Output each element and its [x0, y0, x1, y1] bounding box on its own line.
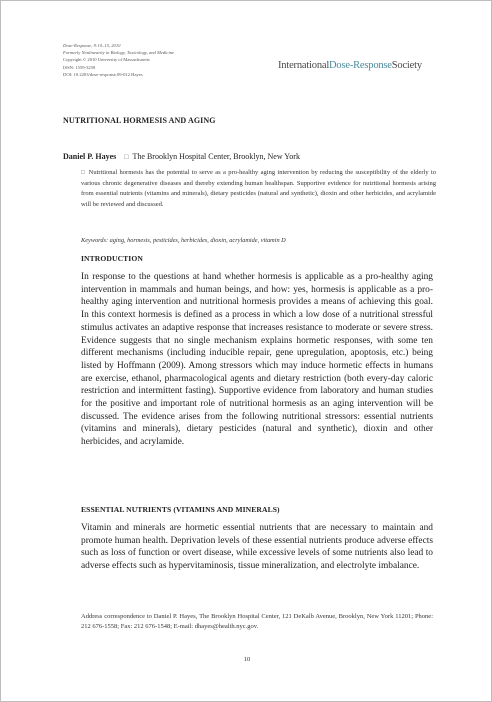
page-number: 10 [243, 656, 251, 663]
keywords: Keywords: aging, hormesis, pesticides, herbicides, dioxin, acrylamide, vitamin D [81, 237, 286, 244]
author-line [63, 152, 300, 161]
abstract [81, 168, 436, 210]
logo-text-international: International [278, 60, 330, 71]
logo-text-society: Society [391, 60, 422, 71]
abstract-text: Nutritional hormesis has the potential to serve as a pro-healthy aging intervention by reducing the susceptibility of the elderly to various chronic degenerative diseases and thereby extending human healthspan. Supportive evidence for nutritional hormesis arising from essential nutrients (vitamins and minerals), dietary pesticides (natural and synthetic), dioxin and other herbicides, and acrylamide will be reviewed and discussed. [81, 169, 436, 208]
correspondence-footnote: Address correspondence to Daniel P. Hayes, The Brooklyn Hospital Center, 121 DeKalb Avenue, Brooklyn, New York 11201; Phone: 212 676-1558; Fax: 212 676-1548; E-mail: dhayes@health.nyc.gov. [81, 613, 433, 630]
abstract-separator: □ [81, 169, 86, 176]
author-separator: □ [124, 153, 129, 161]
society-logo [278, 60, 422, 71]
author-name: Daniel P. Hayes [63, 152, 117, 161]
doi-line: DOI: 10.2203/dose-response.09-012.Hayes [63, 71, 143, 77]
introduction-paragraph: In response to the questions at hand whether hormesis is applicable as a pro-healthy aging intervention in mammals and human beings, and how: yes, hormesis is applicable as a pro-healthy aging intervention and nutritional hormesis provides a means of achieving this goal. In this context hormesis is defined as a process in which a low dose of a nutritional stressful stimulus activates an adaptive response that increases resistance to moderate or severe stress. Evidence suggests that no single mechanism explains hormetic responses, with some ten different mechanisms (including inducible repair, gene upregulation, apoptosis, etc.) being listed by Hoffmann (2009). Among stressors which may induce hormetic effects in humans are exercise, ethanol, pharmacological agents and dietary restriction (both every-day caloric restriction and intermittent fasting). Supportive evidence from laboratory and human studies for the positive and important role of nutritional hormesis as an aging intervention will be discussed. The evidence arises from the following nutritional stressors: essential nutrients (vitamins and minerals), dietary pesticides (natural and synthetic), dioxin and other herbicides, and acrylamide. [81, 272, 433, 448]
journal-former-name: Formerly Nonlinearity in Biology, Toxicology, and Medicine [63, 50, 175, 56]
issn-line: ISSN: 1559-3258 [63, 64, 96, 70]
essential-nutrients-heading: ESSENTIAL NUTRIENTS (VITAMINS AND MINERALS) [81, 505, 280, 514]
essential-nutrients-paragraph: Vitamin and minerals are hormetic essential nutrients that are necessary to maintain and promote human health. Deprivation levels of these essential nutrients produce adverse effects such as loss of function or overt disease, while excessive levels of some nutrients also lead to adverse effects such as hypervitaminosis, tissue mineralization, and electrolyte imbalance. [81, 523, 433, 572]
copyright-line: Copyright © 2010 University of Massachusetts [63, 57, 150, 63]
article-title: NUTRITIONAL HORMESIS AND AGING [63, 116, 216, 125]
author-affiliation: The Brooklyn Hospital Center, Brooklyn, New York [132, 152, 300, 161]
introduction-heading: INTRODUCTION [81, 254, 143, 263]
journal-header [63, 42, 174, 78]
logo-text-dose-response: Dose-Response [329, 60, 392, 71]
journal-citation: Dose-Response, 9:10–15, 2010 [63, 43, 121, 48]
